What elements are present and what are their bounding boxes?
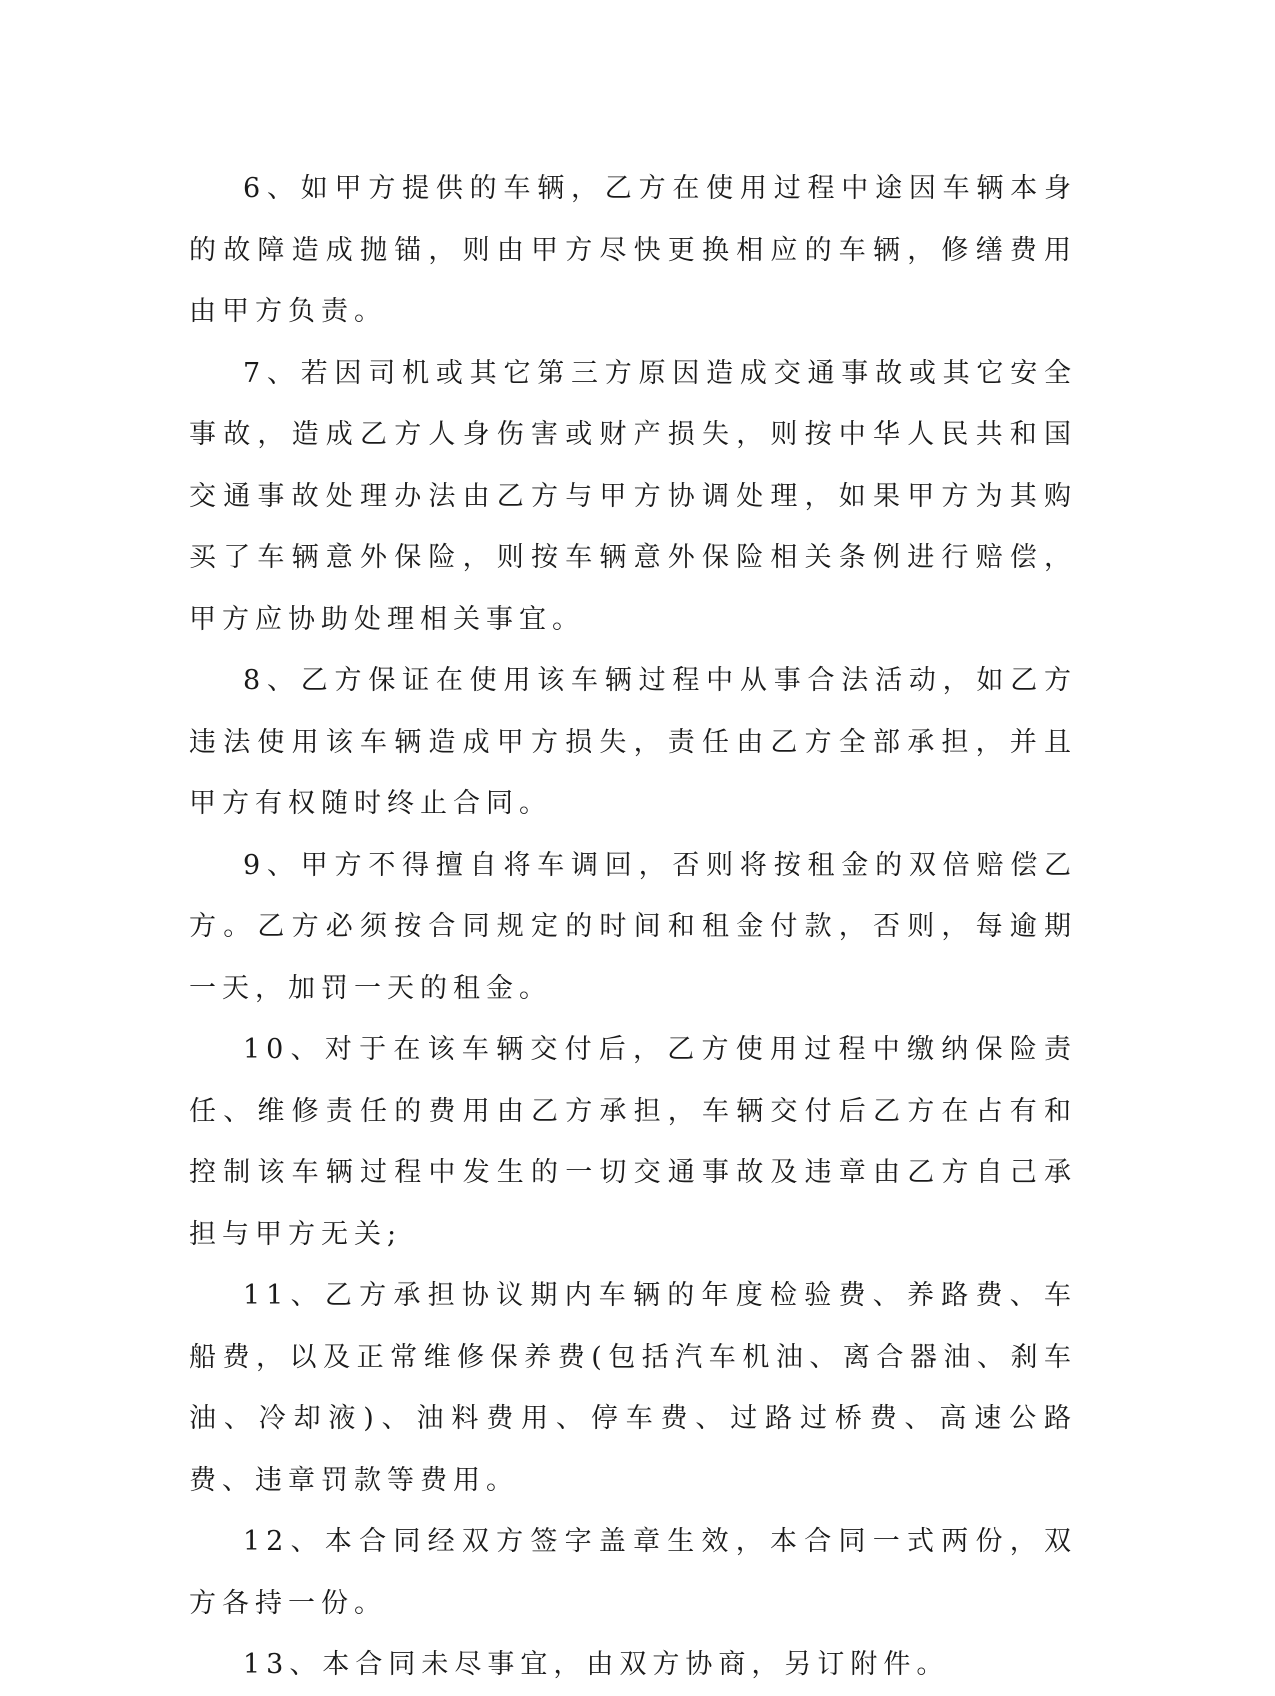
clause-7: 7、若因司机或其它第三方原因造成交通事故或其它安全事故，造成乙方人身伤害或财产损失，则按中华人民共和国交通事故处理办法由乙方与甲方协调处理，如果甲方为其购买了车辆意外保险，则按车辆意外保险相关条例进行赔偿，甲方应协助处理相关事宜。 xyxy=(189,357,1077,635)
clause-12: 12、本合同经双方签字盖章生效，本合同一式两份，双方各持一份。 xyxy=(189,1526,1077,1619)
clause-10: 10、对于在该车辆交付后，乙方使用过程中缴纳保险责任、维修责任的费用由乙方承担，车辆交付后乙方在占有和控制该车辆过程中发生的一切交通事故及违章由乙方自己承担与甲方无关; xyxy=(189,1034,1077,1250)
clause-8: 8、乙方保证在使用该车辆过程中从事合法活动，如乙方违法使用该车辆造成甲方损失，责任由乙方全部承担，并且甲方有权随时终止合同。 xyxy=(189,665,1077,819)
clause-13: 13、本合同未尽事宜，由双方协商，另订附件。 xyxy=(243,1649,950,1680)
contract-body xyxy=(189,158,1077,1696)
clause-6: 6、如甲方提供的车辆，乙方在使用过程中途因车辆本身的故障造成抛锚，则由甲方尽快更换相应的车辆，修缮费用由甲方负责。 xyxy=(189,173,1077,327)
clause-11: 11、乙方承担协议期内车辆的年度检验费、养路费、车船费，以及正常维修保养费(包括汽车机油、离合器油、刹车油、冷却液)、油料费用、停车费、过路过桥费、高速公路费、违章罚款等费用。 xyxy=(189,1280,1077,1496)
clause-9: 9、甲方不得擅自将车调回，否则将按租金的双倍赔偿乙方。乙方必须按合同规定的时间和租金付款，否则，每逾期一天，加罚一天的租金。 xyxy=(189,849,1077,1004)
